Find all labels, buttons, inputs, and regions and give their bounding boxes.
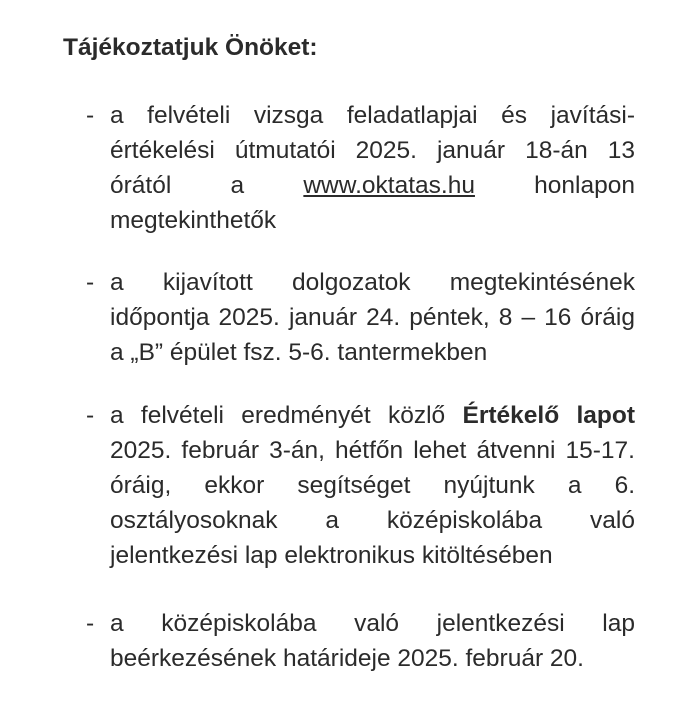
- text-segment: a felvételi eredményét közlő: [110, 402, 463, 429]
- text-line: [110, 606, 635, 641]
- bullet-content: [110, 606, 635, 676]
- text-line: [110, 433, 635, 468]
- text-line: [110, 538, 635, 573]
- text-segment: a kijavított dolgozatok megtekintésének: [110, 269, 635, 296]
- bullet-item: [86, 265, 700, 370]
- website-link[interactable]: www.oktatas.hu: [303, 172, 475, 199]
- text-line: [110, 335, 635, 370]
- bullet-item: [86, 98, 700, 238]
- bullet-content: [110, 265, 635, 370]
- text-segment: a „B” épület fsz. 5-6. tantermekben: [110, 339, 488, 366]
- text-segment: 2025. február 3-án, hétfőn lehet átvenni 15-17.: [110, 437, 635, 464]
- bullet-marker: -: [86, 269, 95, 296]
- text-line: [110, 203, 635, 238]
- bullet-item: [86, 606, 700, 676]
- text-segment: időpontja 2025. január 24. péntek, 8 – 16 óráig: [110, 304, 635, 331]
- bullet-item: [86, 398, 700, 573]
- text-segment: a középiskolába való jelentkezési lap: [110, 610, 635, 637]
- text-line: [110, 168, 635, 203]
- bullet-marker: -: [86, 402, 95, 429]
- text-segment: a felvételi vizsga feladatlapjai és javítási-: [110, 102, 635, 129]
- text-segment: osztályosoknak a középiskolába való: [110, 507, 635, 534]
- text-segment: megtekinthetők: [110, 207, 277, 234]
- text-segment: óráig, ekkor segítséget nyújtunk a 6.: [110, 472, 635, 499]
- bullet-content: [110, 98, 635, 238]
- text-line: [110, 265, 635, 300]
- text-line: [110, 398, 635, 433]
- bullet-content: [110, 398, 635, 573]
- text-line: [110, 300, 635, 335]
- text-line: [110, 641, 635, 676]
- text-segment: beérkezésének határideje 2025. február 20.: [110, 645, 584, 672]
- text-segment: jelentkezési lap elektronikus kitöltésében: [110, 542, 553, 569]
- text-segment-bold: Értékelő lapot: [462, 402, 635, 429]
- text-segment: honlapon: [474, 172, 635, 199]
- text-line: [110, 98, 635, 133]
- text-segment: értékelési útmutatói 2025. január 18-án 13: [110, 137, 635, 164]
- text-line: [110, 468, 635, 503]
- text-segment: órától a: [110, 172, 304, 199]
- text-line: [110, 133, 635, 168]
- bullet-marker: -: [86, 610, 95, 637]
- page-title: Tájékoztatjuk Önöket:: [63, 34, 318, 61]
- text-line: [110, 503, 635, 538]
- bullet-marker: -: [86, 102, 95, 129]
